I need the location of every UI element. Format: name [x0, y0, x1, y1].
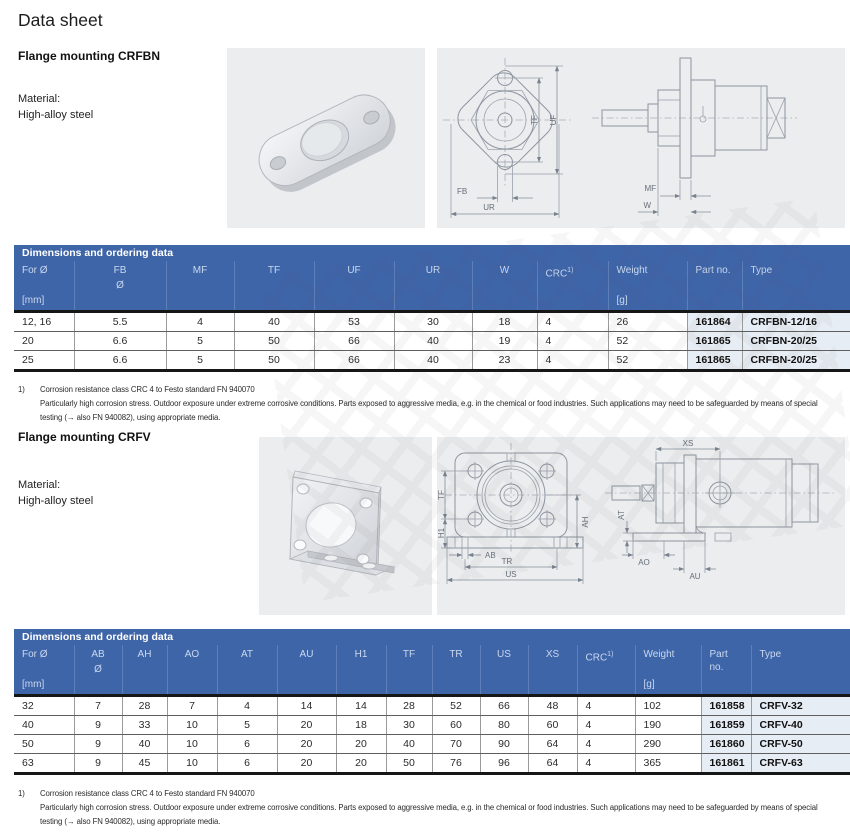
table-title: Dimensions and ordering data [14, 245, 850, 261]
table-cell: 10 [167, 754, 217, 773]
table-cell: 5.5 [74, 312, 166, 332]
column-header: For Ø [mm] [14, 261, 74, 312]
column-header: US [480, 645, 528, 696]
table-cell: 64 [528, 735, 577, 754]
table-cell: 4 [217, 696, 277, 716]
column-header: XS [528, 645, 577, 696]
dim-label-xs: XS [682, 439, 694, 448]
table-row [14, 735, 850, 754]
column-header: CRC$^{1)}$ [537, 261, 608, 312]
table-cell: 50 [234, 351, 314, 370]
table-cell: CRFV-32 [751, 696, 850, 716]
table-cell: 66 [314, 332, 394, 351]
table-cell: 32 [14, 696, 74, 716]
table-cell: 161865 [687, 351, 742, 370]
table-cell: 52 [608, 332, 687, 351]
table-cell: 5 [217, 716, 277, 735]
table-row [14, 716, 850, 735]
crfbn-table [14, 245, 850, 372]
table-cell: 45 [122, 754, 167, 773]
table-cell: 25 [14, 351, 74, 370]
table-cell: CRFBN-20/25 [742, 332, 850, 351]
dim-label-fb: FB [457, 187, 468, 196]
column-header: Type [751, 645, 850, 696]
table-cell: 6 [217, 735, 277, 754]
material-label: Material: [18, 93, 61, 105]
table-cell: 4 [166, 312, 234, 332]
column-header: AU [277, 645, 336, 696]
table-cell: 10 [167, 716, 217, 735]
footnote-line: Particularly high corrosion stress. Outdoor exposure under extreme corrosive conditions. Parts exposed to aggressive media, e.g. in the chemical or food industries. Such applications may need to be safeguarded by means of special [40, 399, 818, 408]
material-value: High-alloy steel [18, 109, 94, 121]
column-header: UR [394, 261, 472, 312]
table-cell: 161860 [701, 735, 751, 754]
footnote-crfv [18, 787, 834, 829]
material-label: Material: [18, 479, 61, 491]
dim-label-us: US [505, 570, 517, 579]
table-cell: 9 [74, 735, 122, 754]
footnote-crfbn [18, 383, 834, 425]
crfv-dimension-drawing [437, 437, 845, 615]
column-header: H1 [336, 645, 386, 696]
dim-label-h1: H1 [437, 527, 446, 539]
dim-label-ao: AO [638, 558, 650, 567]
table-cell: 161859 [701, 716, 751, 735]
table-row [14, 332, 850, 351]
footnote-line: Particularly high corrosion stress. Outdoor exposure under extreme corrosive conditions. Parts exposed to aggressive media, e.g. in the chemical or food industries. Such applications may need to be safeguarded by means of special [40, 803, 818, 812]
footnote-line: Corrosion resistance class CRC 4 to Festo standard FN 940070 [40, 789, 255, 798]
crfv-photo-panel [259, 437, 432, 615]
crfv-product-photo [259, 437, 432, 615]
table-cell: 10 [167, 735, 217, 754]
table-cell: 18 [336, 716, 386, 735]
table-cell: 20 [277, 716, 336, 735]
dim-label-mf: MF [644, 184, 656, 193]
column-header: AT [217, 645, 277, 696]
column-header: W [472, 261, 537, 312]
table-cell: 64 [528, 754, 577, 773]
table-cell: 9 [74, 754, 122, 773]
table-cell: 5 [166, 332, 234, 351]
table-cell: 4 [577, 696, 635, 716]
dim-label-uf: UF [549, 114, 558, 126]
table-cell: 40 [234, 312, 314, 332]
table-cell: 7 [167, 696, 217, 716]
table-cell: 4 [537, 312, 608, 332]
table-cell: 20 [277, 735, 336, 754]
table-row [14, 351, 850, 370]
table-cell: 70 [432, 735, 480, 754]
column-header: MF [166, 261, 234, 312]
table-cell: 5 [166, 351, 234, 370]
column-header: TR [432, 645, 480, 696]
table-cell: 80 [480, 716, 528, 735]
table-cell: 40 [122, 735, 167, 754]
footnote-marker: 1) [18, 789, 25, 798]
table-cell: 365 [635, 754, 701, 773]
table-cell: 102 [635, 696, 701, 716]
table-cell: 52 [608, 351, 687, 370]
table-cell: 50 [234, 332, 314, 351]
column-header: UF [314, 261, 394, 312]
section-heading-crfv: Flange mounting CRFV [18, 430, 151, 444]
footnote-line: Corrosion resistance class CRC 4 to Festo standard FN 940070 [40, 385, 255, 394]
section-heading-crfbn: Flange mounting CRFBN [18, 49, 160, 63]
crfv-table [14, 629, 850, 775]
crfv-drawing-panel [437, 437, 845, 615]
dim-label-au: AU [689, 572, 701, 581]
footnote-line: testing (→ also FN 940082), using appropriate media. [40, 817, 221, 826]
column-header: AH [122, 645, 167, 696]
column-header: CRC$^{1)}$ [577, 645, 635, 696]
dim-label-tr: TR [501, 557, 513, 566]
table-cell: 19 [472, 332, 537, 351]
table-cell: 50 [386, 754, 432, 773]
table-cell: 96 [480, 754, 528, 773]
table-cell: CRFV-50 [751, 735, 850, 754]
table-cell: 290 [635, 735, 701, 754]
page-title: Data sheet [18, 10, 103, 30]
table-cell: 63 [14, 754, 74, 773]
table-cell: 20 [277, 754, 336, 773]
table-cell: 6.6 [74, 332, 166, 351]
table-cell: 18 [472, 312, 537, 332]
column-header: TF [234, 261, 314, 312]
material-block-crfbn [18, 91, 93, 123]
table-cell: 161864 [687, 312, 742, 332]
table-cell: 12, 16 [14, 312, 74, 332]
column-header: AO [167, 645, 217, 696]
crfbn-product-photo [227, 48, 425, 228]
table-row [14, 312, 850, 332]
table-cell: 6.6 [74, 351, 166, 370]
table-cell: 33 [122, 716, 167, 735]
crfbn-drawing-panel [437, 48, 845, 228]
table-cell: 40 [394, 351, 472, 370]
column-header: Part no. [687, 261, 742, 312]
table-cell: 48 [528, 696, 577, 716]
table-cell: 66 [480, 696, 528, 716]
table-cell: 20 [336, 735, 386, 754]
column-header: TF [386, 645, 432, 696]
table-cell: 28 [386, 696, 432, 716]
table-cell: 90 [480, 735, 528, 754]
table-cell: 14 [336, 696, 386, 716]
footnote-line: testing (→ also FN 940082), using appropriate media. [40, 413, 221, 422]
dim-label-ah: AH [581, 516, 590, 528]
dim-label-tf: TF [530, 115, 539, 125]
table-cell: 4 [577, 735, 635, 754]
table-cell: 76 [432, 754, 480, 773]
table-cell: 4 [577, 754, 635, 773]
column-header: Type [742, 261, 850, 312]
table-cell: 30 [386, 716, 432, 735]
table-cell: 53 [314, 312, 394, 332]
table-cell: 40 [394, 332, 472, 351]
table-cell: 52 [432, 696, 480, 716]
dim-label-w: W [643, 201, 651, 210]
table-cell: 30 [394, 312, 472, 332]
column-header: Weight [g] [635, 645, 701, 696]
table-cell: CRFBN-20/25 [742, 351, 850, 370]
table-cell: CRFBN-12/16 [742, 312, 850, 332]
column-header: FB Ø [74, 261, 166, 312]
table-cell: 4 [577, 716, 635, 735]
table-cell: 20 [14, 332, 74, 351]
table-cell: 14 [277, 696, 336, 716]
crfbn-photo-panel [227, 48, 425, 228]
table-cell: 20 [336, 754, 386, 773]
table-cell: 6 [217, 754, 277, 773]
table-cell: 50 [14, 735, 74, 754]
table-title: Dimensions and ordering data [14, 629, 850, 645]
table-cell: 40 [14, 716, 74, 735]
dimensions-table-crfbn [14, 261, 850, 369]
table-row [14, 696, 850, 716]
material-value: High-alloy steel [18, 495, 94, 507]
table-cell: 66 [314, 351, 394, 370]
dim-label-ab: AB [485, 551, 496, 560]
table-cell: 4 [537, 351, 608, 370]
table-cell: 7 [74, 696, 122, 716]
dim-label-at: AT [617, 510, 626, 520]
table-cell: 60 [432, 716, 480, 735]
column-header: Part no. [701, 645, 751, 696]
crfbn-dimension-drawing [437, 48, 845, 228]
table-cell: 40 [386, 735, 432, 754]
table-row [14, 754, 850, 773]
column-header: Weight [g] [608, 261, 687, 312]
table-cell: 161858 [701, 696, 751, 716]
footnote-marker: 1) [18, 385, 25, 394]
table-cell: 9 [74, 716, 122, 735]
dimensions-table-crfv [14, 645, 850, 772]
table-cell: 161861 [701, 754, 751, 773]
table-cell: CRFV-63 [751, 754, 850, 773]
table-cell: 4 [537, 332, 608, 351]
dim-label-ur: UR [483, 203, 495, 212]
dim-label-tf: TF [437, 490, 446, 500]
table-cell: 26 [608, 312, 687, 332]
table-cell: 161865 [687, 332, 742, 351]
table-cell: 60 [528, 716, 577, 735]
column-header: For Ø [mm] [14, 645, 74, 696]
column-header: AB Ø [74, 645, 122, 696]
table-cell: 190 [635, 716, 701, 735]
table-cell: 28 [122, 696, 167, 716]
table-cell: 23 [472, 351, 537, 370]
table-cell: CRFV-40 [751, 716, 850, 735]
material-block-crfv [18, 477, 93, 509]
